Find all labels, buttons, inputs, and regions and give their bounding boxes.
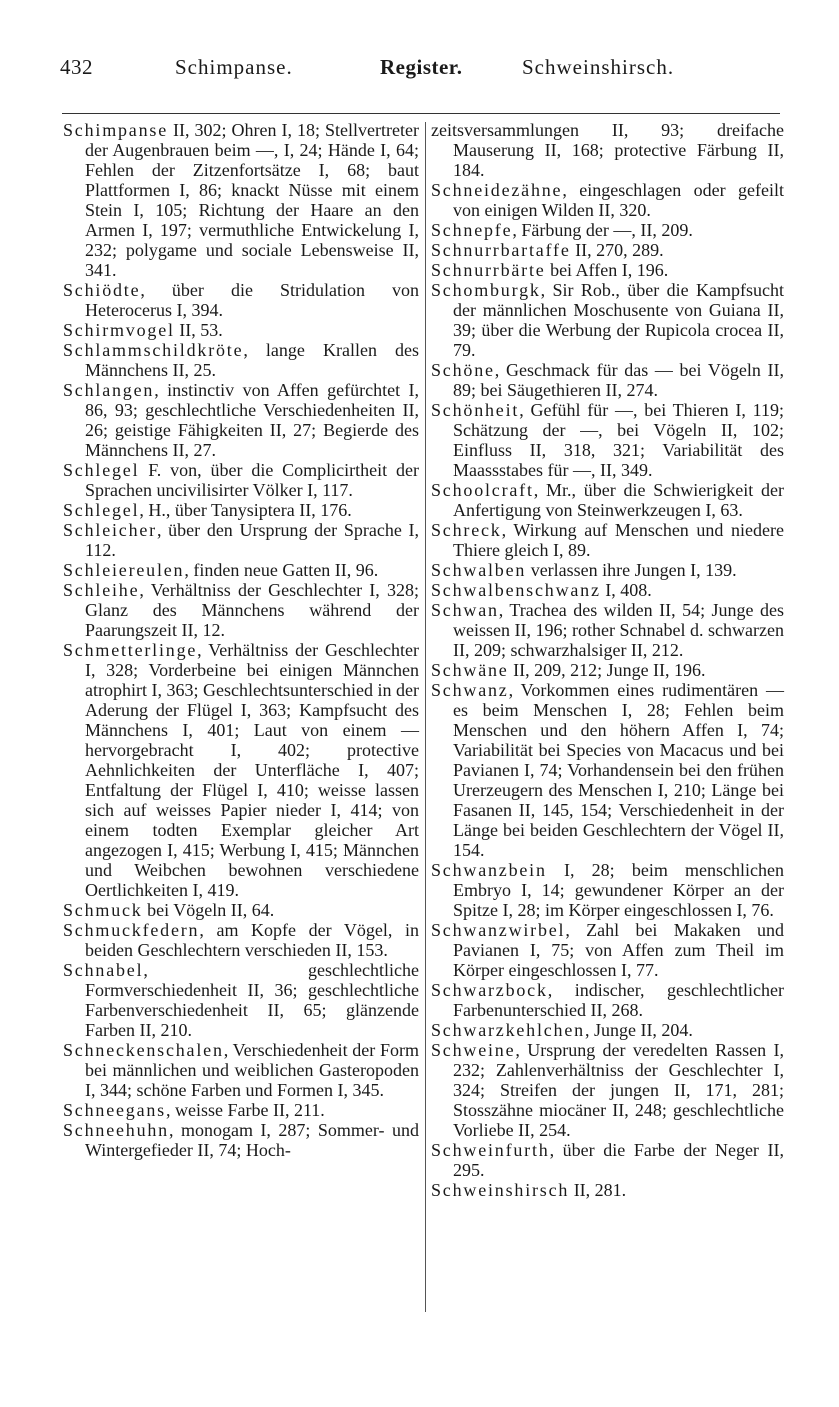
entry-headword: Schweinshirsch bbox=[431, 1180, 570, 1200]
entry-text: , lange Krallen des Männchens II, 25. bbox=[85, 340, 419, 380]
entry-text: , Wirkung auf Menschen und niedere Thiere gleich I, 89. bbox=[453, 520, 784, 560]
entry-headword: Schwalbenschwanz bbox=[431, 580, 601, 600]
index-entry bbox=[63, 460, 419, 500]
entry-text: zeitsversammlungen II, 93; dreifache Mauserung II, 168; protective Färbung II, 184. bbox=[431, 120, 784, 180]
entry-text: I, 28; beim menschlichen Embryo I, 14; gewundener Körper an der Spitze I, 28; im Körper eingeschlossen I, 76. bbox=[453, 860, 784, 920]
entry-text: II, 270, 289. bbox=[570, 240, 664, 260]
entry-headword: Schneckenschalen bbox=[63, 1040, 224, 1060]
entry-text: , Sir Rob., über die Kampfsucht der männlichen Moschusente von Guiana II, 39; über die Werbung der Rupicola crocea II, 79. bbox=[453, 280, 784, 360]
index-entry bbox=[63, 520, 419, 560]
entry-text: , Verhältniss der Geschlechter I, 328; Glanz des Männchens während der Paarungszeit II, 12. bbox=[85, 580, 419, 640]
index-entry bbox=[431, 220, 784, 240]
index-entry bbox=[431, 120, 784, 180]
index-entry bbox=[431, 580, 784, 600]
entry-headword: Schweinfurth bbox=[431, 1140, 550, 1160]
entry-headword: Schleicher bbox=[63, 520, 157, 540]
entry-text: , finden neue Gatten II, 96. bbox=[184, 560, 379, 580]
index-entry bbox=[63, 640, 419, 900]
entry-headword: Schomburgk bbox=[431, 280, 541, 300]
entry-headword: Schwan bbox=[431, 600, 499, 620]
entry-text: bei Affen I, 196. bbox=[545, 260, 669, 280]
index-entry bbox=[431, 920, 784, 980]
entry-text: , über die Farbe der Neger II, 295. bbox=[453, 1140, 784, 1180]
index-entry bbox=[431, 1180, 784, 1200]
index-entry bbox=[63, 380, 419, 460]
entry-text: , am Kopfe der Vögel, in beiden Geschlechtern verschieden II, 153. bbox=[85, 920, 419, 960]
entry-headword: Schwarzkehlchen bbox=[431, 1020, 585, 1040]
entry-text: , Ursprung der veredelten Rassen I, 232; Zahlenverhältniss der Geschlechter I, 324; Streifen der jungen II, 171, 281; Stosszähne miocäner II, 248; geschlechtliche Vorliebe II, 254. bbox=[453, 1040, 784, 1140]
index-entry bbox=[431, 360, 784, 400]
index-entry bbox=[431, 480, 784, 520]
index-entry bbox=[431, 600, 784, 660]
entry-headword: Schwarzbock bbox=[431, 980, 548, 1000]
index-entry bbox=[63, 340, 419, 380]
entry-headword: Schöne bbox=[431, 360, 495, 380]
entry-headword: Schoolcraft bbox=[431, 480, 534, 500]
index-entry bbox=[63, 1100, 419, 1120]
entry-headword: Schlammschildkröte bbox=[63, 340, 244, 360]
index-entry bbox=[431, 660, 784, 680]
entry-text: , Gefühl für —, bei Thieren I, 119; Schätzung der —, bei Vögeln II, 102; Einfluss II, 318, 321; Variabilität des Maassstabes für —, II, 349. bbox=[453, 400, 784, 480]
index-entry bbox=[431, 400, 784, 480]
entry-text: , indischer, geschlechtlicher Farbenunterschied II, 268. bbox=[453, 980, 784, 1020]
entry-headword: Schlangen bbox=[63, 380, 155, 400]
entry-headword: Schimpanse bbox=[63, 120, 168, 140]
running-head-center: Register. bbox=[380, 55, 463, 79]
entry-text: , Junge II, 204. bbox=[584, 1020, 693, 1040]
index-entry bbox=[63, 120, 419, 280]
entry-headword: Schmetterlinge bbox=[63, 640, 198, 660]
entry-headword: Schwanz bbox=[431, 680, 509, 700]
running-head-right: Schweinshirsch. bbox=[522, 55, 675, 79]
page-header bbox=[60, 55, 780, 85]
entry-text: II, 281. bbox=[569, 1180, 627, 1200]
entry-text: , Verhältniss der Geschlechter I, 328; Vorderbeine bei einigen Männchen atrophirt I, 363; Geschlechtsunterschied in der Aderung der Flügel I, 363; Kampfsucht des Männchens I, 401; Laut von einem — hervorgebracht I, 402; protective Aehnlichkeiten der Unterfläche I, 407; Entfaltung der Flügel I, 410; weisse lassen sich auf weisses Papier nieder I, 414; von einem todten Exemplar gleicher Art angezogen I, 415; Werbung I, 415; Männchen und Weibchen bewohnen verschiedene Oertlichkeiten I, 419. bbox=[85, 640, 419, 900]
index-entry bbox=[63, 580, 419, 640]
entry-text: bei Vögeln II, 64. bbox=[142, 900, 275, 920]
entry-text: , Geschmack für das — bei Vögeln II, 89; bei Säugethieren II, 274. bbox=[453, 360, 784, 400]
entry-text: II, 209, 212; Junge II, 196. bbox=[508, 660, 706, 680]
entry-headword: Schneehuhn bbox=[63, 1120, 169, 1140]
entry-headword: Schwäne bbox=[431, 660, 509, 680]
entry-headword: Schreck bbox=[431, 520, 502, 540]
header-rule bbox=[62, 113, 780, 114]
entry-headword: Schnabel bbox=[63, 960, 144, 980]
entry-headword: Schleiereulen bbox=[63, 560, 185, 580]
entry-headword: Schnurrbartaffe bbox=[431, 240, 571, 260]
entry-text: , über den Ursprung der Sprache I, 112. bbox=[85, 520, 419, 560]
index-entry bbox=[431, 180, 784, 220]
entry-headword: Schneidezähne bbox=[431, 180, 563, 200]
entry-text: I, 408. bbox=[600, 580, 652, 600]
entry-text: , Zahl bei Makaken und Pavianen I, 75; von Affen zum Theil im Körper eingeschlossen I, 77. bbox=[453, 920, 784, 980]
entry-text: , eingeschlagen oder gefeilt von einigen Wilden II, 320. bbox=[453, 180, 784, 220]
entry-headword: Schmuckfedern bbox=[63, 920, 200, 940]
entry-headword: Schlegel bbox=[63, 500, 140, 520]
entry-headword: Schiödte bbox=[63, 280, 141, 300]
entry-headword: Schwalben bbox=[431, 560, 527, 580]
entry-headword: Schwanzwirbel bbox=[431, 920, 566, 940]
entry-text: , Verschiedenheit der Form bei männlichen und weiblichen Gasteropoden I, 344; schöne Farben und Formen I, 345. bbox=[85, 1040, 419, 1100]
entry-headword: Schneegans bbox=[63, 1100, 166, 1120]
index-entry bbox=[431, 1140, 784, 1180]
entry-text: verlassen ihre Jungen I, 139. bbox=[526, 560, 737, 580]
page-number: 432 bbox=[60, 55, 93, 79]
index-entry bbox=[63, 1040, 419, 1100]
index-entry bbox=[63, 560, 419, 580]
entry-text: F. von, über die Complicirtheit der Sprachen uncivilisirter Völker I, 117. bbox=[85, 460, 419, 500]
entry-text: II, 302; Ohren I, 18; Stellvertreter der Augenbrauen beim —, I, 24; Hände I, 64; Fehlen der Zitzenfortsätze I, 68; baut Plattformen I, 86; knackt Nüsse mit einem Stein I, 105; Richtung der Haare an den Armen I, 197; vermuthliche Entwickelung I, 232; polygame und sociale Lebensweise II, 341. bbox=[85, 120, 419, 280]
index-entry bbox=[63, 1120, 419, 1160]
entry-text: , Vorkommen eines rudimentären —es beim Menschen I, 28; Fehlen beim Menschen und den höhern Affen I, 74; Variabilität bei Species von Macacus und bei Pavianen I, 74; Vorhandensein bei den frühen Urerzeugern des Menschen I, 210; Länge bei Fasanen II, 145, 154; Verschiedenheit in der Länge bei beiden Geschlechtern der Vögel II, 154. bbox=[453, 680, 784, 860]
index-entry bbox=[431, 980, 784, 1020]
entry-headword: Schweine bbox=[431, 1040, 516, 1060]
index-entry bbox=[431, 520, 784, 560]
index-entry bbox=[63, 500, 419, 520]
index-column-right bbox=[431, 120, 784, 1200]
entry-headword: Schönheit bbox=[431, 400, 520, 420]
entry-text: , Färbung der —, II, 209. bbox=[512, 220, 693, 240]
entry-text: , monogam I, 287; Sommer- und Wintergefieder II, 74; Hoch- bbox=[85, 1120, 419, 1160]
entry-headword: Schirmvogel bbox=[63, 320, 175, 340]
entry-text: , Trachea des wilden II, 54; Junge des weissen II, 196; rother Schnabel d. schwarzen II, 209; schwarzhalsiger II, 212. bbox=[453, 600, 784, 660]
index-entry bbox=[431, 280, 784, 360]
running-head-left: Schimpanse. bbox=[175, 55, 293, 79]
entry-headword: Schwanzbein bbox=[431, 860, 547, 880]
entry-text: II, 53. bbox=[174, 320, 223, 340]
entry-headword: Schlegel bbox=[63, 460, 140, 480]
entry-headword: Schnurrbärte bbox=[431, 260, 546, 280]
index-entry bbox=[431, 680, 784, 860]
index-entry bbox=[63, 920, 419, 960]
entry-headword: Schnepfe bbox=[431, 220, 513, 240]
index-entry bbox=[431, 1020, 784, 1040]
entry-text: , H., über Tanysiptera II, 176. bbox=[139, 500, 352, 520]
index-entry bbox=[431, 1040, 784, 1140]
index-column-left bbox=[63, 120, 419, 1160]
index-entry bbox=[431, 240, 784, 260]
index-entry bbox=[63, 900, 419, 920]
index-entry bbox=[63, 960, 419, 1040]
index-entry bbox=[431, 560, 784, 580]
entry-text: , über die Stridulation von Heterocerus I, 394. bbox=[85, 280, 419, 320]
entry-headword: Schleihe bbox=[63, 580, 140, 600]
index-entry bbox=[63, 280, 419, 320]
column-divider bbox=[425, 122, 426, 1312]
entry-text: , weisse Farbe II, 211. bbox=[165, 1100, 325, 1120]
index-entry bbox=[431, 260, 784, 280]
entry-headword: Schmuck bbox=[63, 900, 143, 920]
index-entry bbox=[431, 860, 784, 920]
entry-text: , Mr., über die Schwierigkeit der Anfertigung von Steinwerkzeugen I, 63. bbox=[453, 480, 784, 520]
index-entry bbox=[63, 320, 419, 340]
entry-text: , instinctiv von Affen gefürchtet I, 86, 93; geschlechtliche Verschiedenheiten II, 26; geistige Fähigkeiten II, 27; Begierde des Männchens II, 27. bbox=[85, 380, 419, 460]
entry-text: , geschlechtliche Formverschiedenheit II, 36; geschlechtliche Farbenverschiedenheit II, 65; glänzende Farben II, 210. bbox=[85, 960, 419, 1040]
